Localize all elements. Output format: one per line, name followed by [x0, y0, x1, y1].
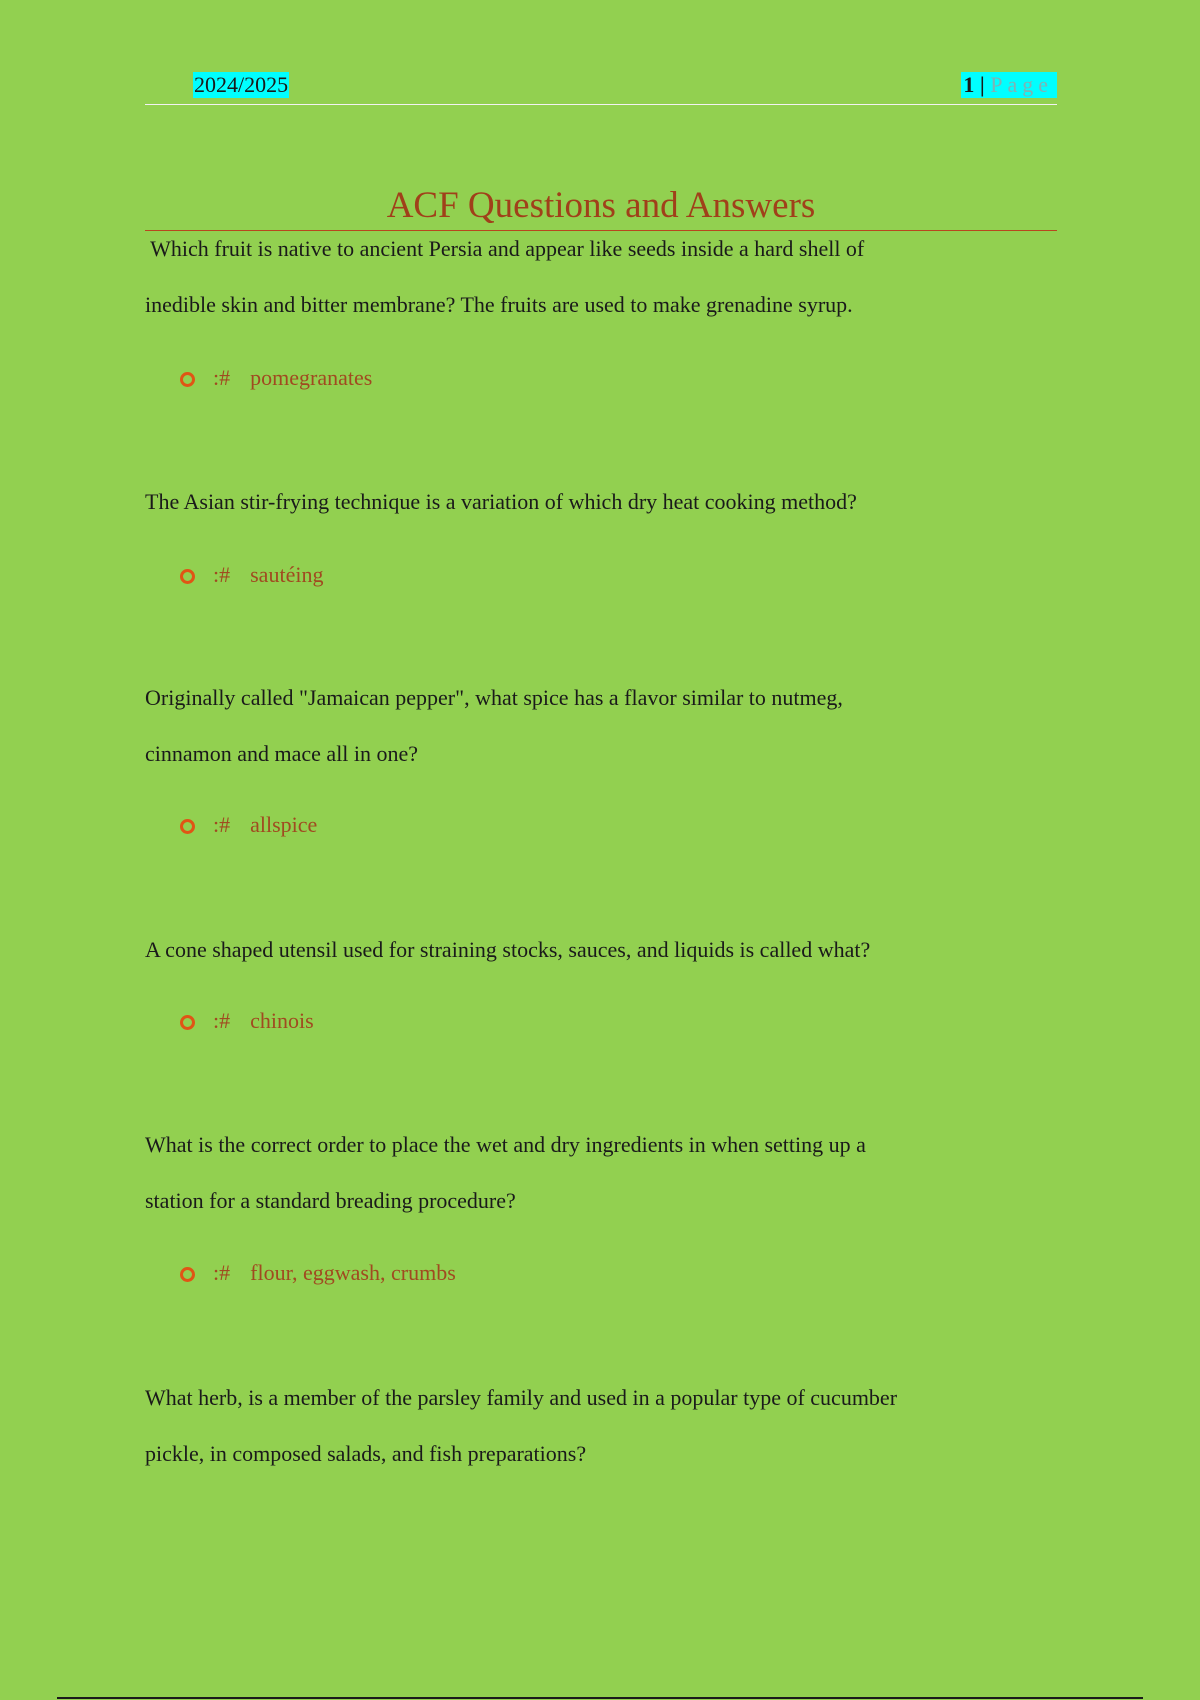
answer-marker: :# — [213, 1008, 231, 1033]
answer-text: flour, eggwash, crumbs — [250, 1260, 456, 1285]
question-4 — [145, 922, 1045, 978]
answer-1 — [180, 363, 372, 393]
answer-marker: :# — [213, 562, 231, 587]
question-line: cinnamon and mace all in one? — [145, 741, 419, 766]
answer-text: sautéing — [250, 562, 324, 587]
header-page-number — [961, 72, 1057, 98]
question-line: station for a standard breading procedure? — [145, 1188, 516, 1213]
answer-text: pomegranates — [250, 365, 373, 390]
answer-marker: :# — [213, 1260, 231, 1285]
page-word: Page — [990, 72, 1053, 97]
answer-4 — [180, 1006, 314, 1036]
question-1 — [145, 221, 1045, 333]
header-year: 2024/2025 — [194, 72, 289, 97]
question-line: The Asian stir-frying technique is a variation of which dry heat cooking method? — [145, 489, 857, 514]
bullet-icon — [180, 1015, 195, 1030]
question-2 — [145, 474, 1045, 530]
question-line: What herb, is a member of the parsley family and used in a popular type of cucumber — [145, 1385, 898, 1410]
question-5 — [145, 1117, 1045, 1229]
bullet-icon — [180, 569, 195, 584]
page-separator: | — [979, 72, 985, 97]
answer-2 — [180, 560, 323, 590]
question-line: A cone shaped utensil used for straining stocks, sauces, and liquids is called what? — [145, 937, 871, 962]
bullet-icon — [180, 372, 195, 387]
question-line: inedible skin and bitter membrane? The fruits are used to make grenadine syrup. — [145, 292, 853, 317]
question-6 — [145, 1370, 1045, 1482]
question-line: What is the correct order to place the wet and dry ingredients in when setting up a — [145, 1132, 866, 1157]
question-line: Originally called "Jamaican pepper", what spice has a flavor similar to nutmeg, — [145, 685, 843, 710]
page-number: 1 — [963, 72, 975, 97]
answer-3 — [180, 810, 317, 840]
document-title: ACF Questions and Answers — [145, 183, 1057, 231]
answer-5 — [180, 1258, 456, 1288]
question-line: Which fruit is native to ancient Persia and appear like seeds inside a hard shell of — [145, 236, 865, 261]
answer-text: allspice — [250, 812, 318, 837]
answer-text: chinois — [250, 1008, 314, 1033]
answer-marker: :# — [213, 365, 231, 390]
footer-divider — [57, 1697, 1143, 1699]
page-header — [145, 70, 1057, 105]
bullet-icon — [180, 1267, 195, 1282]
bullet-icon — [180, 819, 195, 834]
question-3 — [145, 670, 1045, 782]
answer-marker: :# — [213, 812, 231, 837]
question-line: pickle, in composed salads, and fish preparations? — [145, 1441, 587, 1466]
